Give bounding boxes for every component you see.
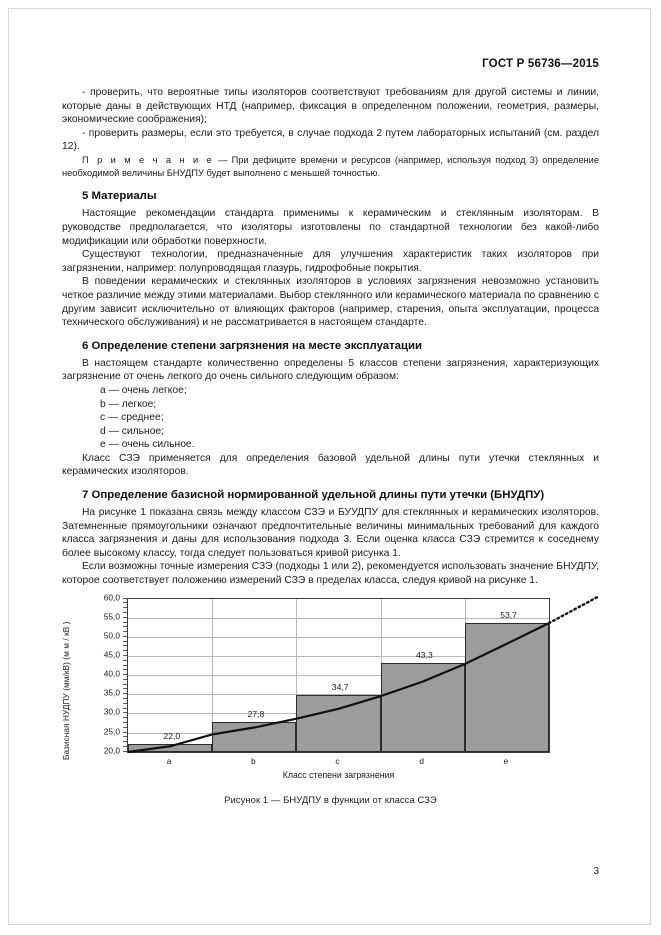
document-header-standard-id: ГОСТ Р 56736—2015 — [482, 58, 599, 70]
paragraph-class-usage: Класс СЗЭ применяется для определения базовой удельной длины пути утечки стеклянных и керамических изоляторов. — [62, 452, 599, 478]
chart-y-tick-label: 30,0 — [103, 706, 120, 717]
chart-y-axis-ticks — [86, 592, 120, 756]
chart-bnudpu-vs-class — [62, 592, 552, 783]
paragraph-check-insulator-types: - проверить, что вероятные типы изоляторов соответствуют требованиям для другой системы и линии, которые даны в действующих НТД (например, фиксация в определенном положении, геометрия, размеры, экономические соображения); — [62, 87, 599, 126]
page-content — [62, 58, 599, 828]
chart-plot-area — [127, 598, 550, 753]
figure-1 — [62, 592, 599, 828]
chart-bar-value-label: 27,8 — [247, 708, 265, 719]
page-number: 3 — [593, 866, 599, 877]
chart-curve-svg — [128, 599, 549, 752]
pollution-class-list — [62, 384, 599, 452]
note-lead-label: П р и м е ч а н и е — [82, 154, 214, 165]
list-item: d — сильное; — [100, 425, 165, 437]
chart-x-tick-label: b — [250, 755, 256, 766]
chart-bar-value-label: 53,7 — [500, 609, 517, 620]
paragraph-technologies: Существуют технологии, предназначенные для улучшения характеристик таких изоляторов при загрязнении, например: полупроводящая глазурь, гидрофобные покрытия. — [62, 249, 599, 274]
paragraph-precise-measurements: Если возможны точные измерения СЗЭ (подходы 1 или 2), рекомендуется использовать значение БНУДПУ, которое соответствует положению измерений СЗЭ в пределах класса, следуя кривой на рисунке 1. — [62, 561, 599, 587]
chart-y-tick-label: 25,0 — [103, 726, 120, 736]
paragraph-materials-intro: Настоящие рекомендации стандарта применимы к керамическим и стеклянным изоляторам. В руководстве предполагается, что изоляторы изготовлены по стандартной технологии без какой-либо модификации или обработки поверхности. — [62, 208, 599, 247]
section-heading-7: 7 Определение базисной нормированной удельной длины пути утечки (БНУДПУ) — [82, 489, 545, 502]
chart-y-tick-label: 60,0 — [103, 592, 120, 603]
list-item: e — очень сильное. — [100, 439, 195, 451]
chart-curve-solid-path — [128, 623, 549, 752]
chart-x-axis-label: Класс степени загрязнения — [282, 769, 395, 780]
chart-x-tick-label: d — [419, 755, 425, 766]
chart-curve-dotted-path — [549, 596, 600, 623]
note-block — [62, 154, 599, 180]
chart-x-axis-ticks — [127, 756, 550, 770]
paragraph-five-classes: В настоящем стандарте количественно определены 5 классов степени загрязнения, характеризующих загрязнение от очень легкого до очень сильного следующим образом: — [62, 357, 599, 383]
paragraph-figure-description: На рисунке 1 показана связь между классом СЗЭ и БУУДПУ для стеклянных и керамических изоляторов. Затемненные прямоугольники означают предпочтительные величины минимальных требований для каждого класса загрязнения и даны для использования подхода 3. Если оценка класса СЗЭ стремится к соседнему более высокому классу, тогда следует пользоваться кривой рисунка 1. — [62, 507, 599, 559]
chart-bar-value-label: 43,3 — [416, 649, 433, 660]
note-body-text: — При дефиците времени и ресурсов (например, используя подход 3) определение необходимой величины БНУДПУ будет выполнено с меньшей точностью. — [62, 154, 599, 179]
chart-bar-value-label: 34,7 — [331, 682, 349, 693]
section-heading-5: 5 Материалы — [82, 190, 157, 203]
chart-x-tick-label: e — [503, 755, 509, 766]
chart-x-tick-label: c — [335, 755, 340, 766]
chart-x-tick-label: a — [166, 755, 172, 766]
section-heading-6: 6 Определение степени загрязнения на месте эксплуатации — [82, 339, 423, 352]
chart-y-tick-label: 20,0 — [103, 745, 120, 756]
chart-y-tick-label: 40,0 — [103, 668, 120, 679]
figure-caption: Рисунок 1 — БНУДПУ в функции от класса СЗЭ — [224, 793, 437, 805]
chart-y-tick-label: 55,0 — [103, 611, 120, 622]
chart-y-tick-label: 50,0 — [103, 630, 120, 641]
paragraph-behavior-comparison: В поведении керамических и стеклянных изоляторов в условиях загрязнения невозможно установить четкое различие между этими материалами. Выбор стеклянного или керамического материала по сравнению с другим зависит исключительно от влияющих факторов (например, старения, опыта эксплуатации, процесса технического обслуживания) и не рассматривается в настоящем стандарте. — [62, 276, 599, 329]
chart-y-tick-label: 45,0 — [103, 649, 120, 660]
chart-y-axis-label: Базисная НУДПУ (мм/кВ) (м м / кВ ) — [62, 621, 71, 760]
chart-bar-value-label: 22,0 — [163, 730, 181, 741]
list-item: b — легкое; — [100, 398, 157, 410]
list-item: c — среднее; — [100, 412, 164, 424]
list-item: a — очень легкое; — [100, 384, 187, 396]
chart-y-tick-label: 35,0 — [103, 687, 120, 698]
paragraph-check-dimensions: - проверить размеры, если это требуется, в случае подхода 2 путем лабораторных испытаний (см. раздел 12). — [62, 127, 599, 153]
